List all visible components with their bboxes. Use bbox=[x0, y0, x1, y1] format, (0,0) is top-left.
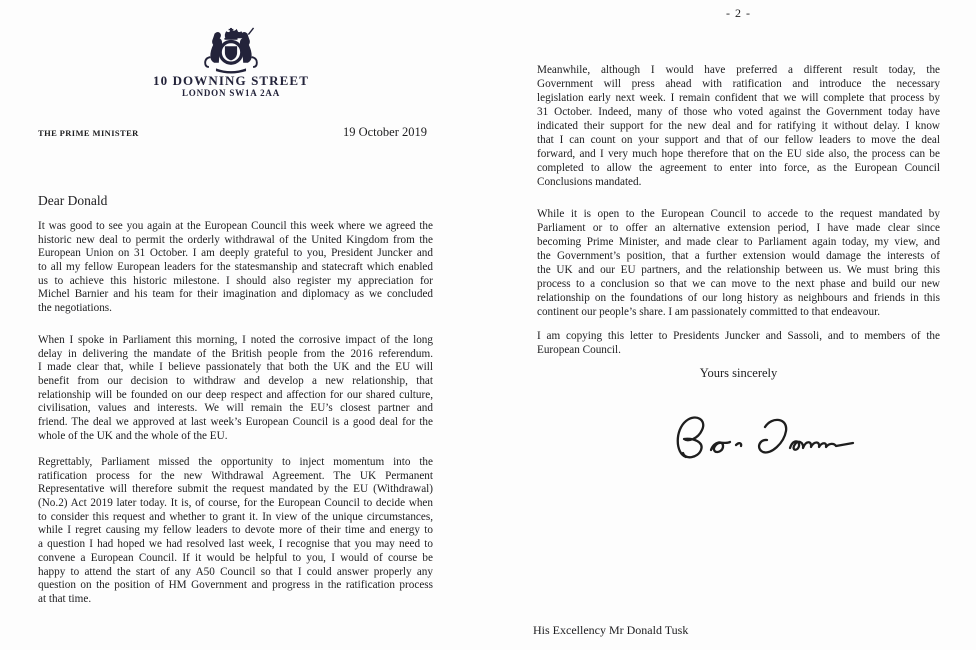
text-line: It was good to see you again at the European Council this week where we agreed the bbox=[38, 220, 433, 232]
text-line: Meanwhile, although I would have preferred a different result today, the bbox=[537, 64, 940, 76]
paragraph-2 bbox=[38, 334, 433, 444]
text-line: to consider this request and whether to grant it. In view of the unique circumstances, bbox=[38, 510, 433, 523]
text-line: the Government’s position, that a further extension would damage the interests of bbox=[537, 250, 940, 262]
text-line: 31 October. Indeed, many of those who voted against the Government today have bbox=[537, 106, 940, 118]
text-line: process to a conclusion so that we can move to the next phase and build our new bbox=[537, 278, 940, 290]
text-line: indicated their support for the new deal and for ratifying it without delay. I know bbox=[537, 120, 940, 132]
text-line: ratification process for the new Withdrawal Agreement. The UK Permanent bbox=[38, 469, 433, 482]
salutation: Dear Donald bbox=[38, 193, 108, 208]
text-line: friend. The deal we approved at last week’s European Council is a good deal for the bbox=[38, 416, 433, 429]
text-line: the negotiations. bbox=[38, 302, 112, 315]
text-line: Regrettably, Parliament missed the opportunity to inject momentum into the bbox=[38, 456, 433, 468]
signature-boris-johnson bbox=[672, 408, 857, 466]
page-number: - 2 - bbox=[726, 6, 751, 20]
text-line: continent our people’s share. I am passionately committed to that endeavour. bbox=[537, 306, 880, 318]
letterhead-street: 10 DOWNING STREET bbox=[153, 73, 309, 88]
text-line: at that time. bbox=[38, 592, 92, 605]
letter-page-2 bbox=[488, 0, 976, 650]
text-line: While it is open to the European Council to accede to the request mandated by bbox=[537, 208, 940, 220]
text-line: question on the position of HM Government and progress in the ratification process bbox=[38, 579, 433, 592]
text-line: convene a European Council. If it would be helpful to you, I would of course be bbox=[38, 551, 433, 564]
text-line: When I spoke in Parliament this morning, I noted the corrosive impact of the long bbox=[38, 334, 433, 346]
paragraph-3 bbox=[38, 456, 433, 607]
letter-date: 19 October 2019 bbox=[342, 125, 427, 139]
text-line: happy to attend the start of any A50 Council so that I could answer properly any bbox=[38, 565, 433, 578]
text-line: a question I had hoped we had resolved last week, I recognise that you may need to bbox=[38, 538, 433, 551]
paragraph-4 bbox=[537, 63, 940, 189]
text-line: forward, and I very much hope therefore that on the EU side also, the process can be bbox=[537, 148, 940, 160]
text-line: legislation early next week. I remain confident that we will complete that process by bbox=[537, 92, 940, 104]
text-line: Michel Barnier and his team for their imagination and diplomacy as we concluded bbox=[38, 288, 433, 301]
letterhead-postcode: LONDON SW1A 2AA bbox=[181, 88, 280, 98]
text-line: relationship on the foundations of our long history as neighbours and friends in this bbox=[537, 292, 940, 304]
text-line: completed to allow the agreement to enter into force, as the European Council bbox=[537, 162, 940, 174]
sender-title: THE PRIME MINISTER bbox=[38, 128, 139, 138]
royal-coat-of-arms-icon bbox=[200, 27, 262, 74]
text-line: delay in delivering the mandate of the British people from the 2016 referendum. bbox=[38, 347, 433, 360]
closing-valediction: Yours sincerely bbox=[699, 366, 778, 380]
paragraph-1 bbox=[38, 220, 433, 316]
text-line: relationship will be founded on our deep respect and affection for our shared culture, bbox=[38, 388, 433, 401]
text-line: the UK and our EU partners, and the relationship between us. We must bring this bbox=[537, 264, 940, 276]
text-line: while I regret causing my fellow leaders to devote more of their time and energy to bbox=[38, 524, 433, 537]
text-line: (No.2) Act 2019 later today. It is, of course, for the European Council to decide when bbox=[38, 497, 433, 510]
text-line: civilisation, values and interests. We will remain the EU’s closest partner and bbox=[38, 402, 433, 415]
text-line: that I can count on your support and that of our fellow leaders to move the deal bbox=[537, 134, 940, 146]
text-line: European Union on 31 October. I am deeply grateful to you, President Juncker and bbox=[38, 247, 433, 260]
text-line: Conclusions mandated. bbox=[537, 176, 642, 188]
text-line: benefit from our decision to withdraw and develop a new relationship, that bbox=[38, 375, 433, 388]
text-line: historic new deal to permit the orderly withdrawal of the United Kingdom from the bbox=[38, 233, 433, 246]
text-line: Parliament or to offer an alternative extension period, I have made clear since bbox=[537, 222, 940, 234]
text-line: to all my fellow European leaders for the statesmanship and statecraft which enabled bbox=[38, 261, 433, 274]
paragraph-5 bbox=[537, 207, 940, 319]
text-line: I am copying this letter to Presidents Juncker and Sassoli, and to members of the bbox=[537, 330, 940, 342]
text-line: European Council. bbox=[537, 344, 621, 356]
text-line: I made clear that, while I believe passionately that both the UK and the EU will bbox=[38, 361, 433, 374]
text-line: whole of the UK and the whole of the EU. bbox=[38, 429, 228, 442]
text-line: us to achieve this historic milestone. I should also register my appreciation for bbox=[38, 274, 433, 287]
text-line: becoming Prime Minister, and made clear to Parliament again today, my view, and bbox=[537, 236, 940, 248]
paragraph-6 bbox=[537, 329, 940, 357]
text-line: Representative will therefore submit the request mandated by the EU (Withdrawal) bbox=[38, 483, 433, 496]
recipient-address: His Excellency Mr Donald Tusk bbox=[533, 623, 689, 637]
text-line: Government will press ahead with ratification and introduce the necessary bbox=[537, 78, 940, 90]
